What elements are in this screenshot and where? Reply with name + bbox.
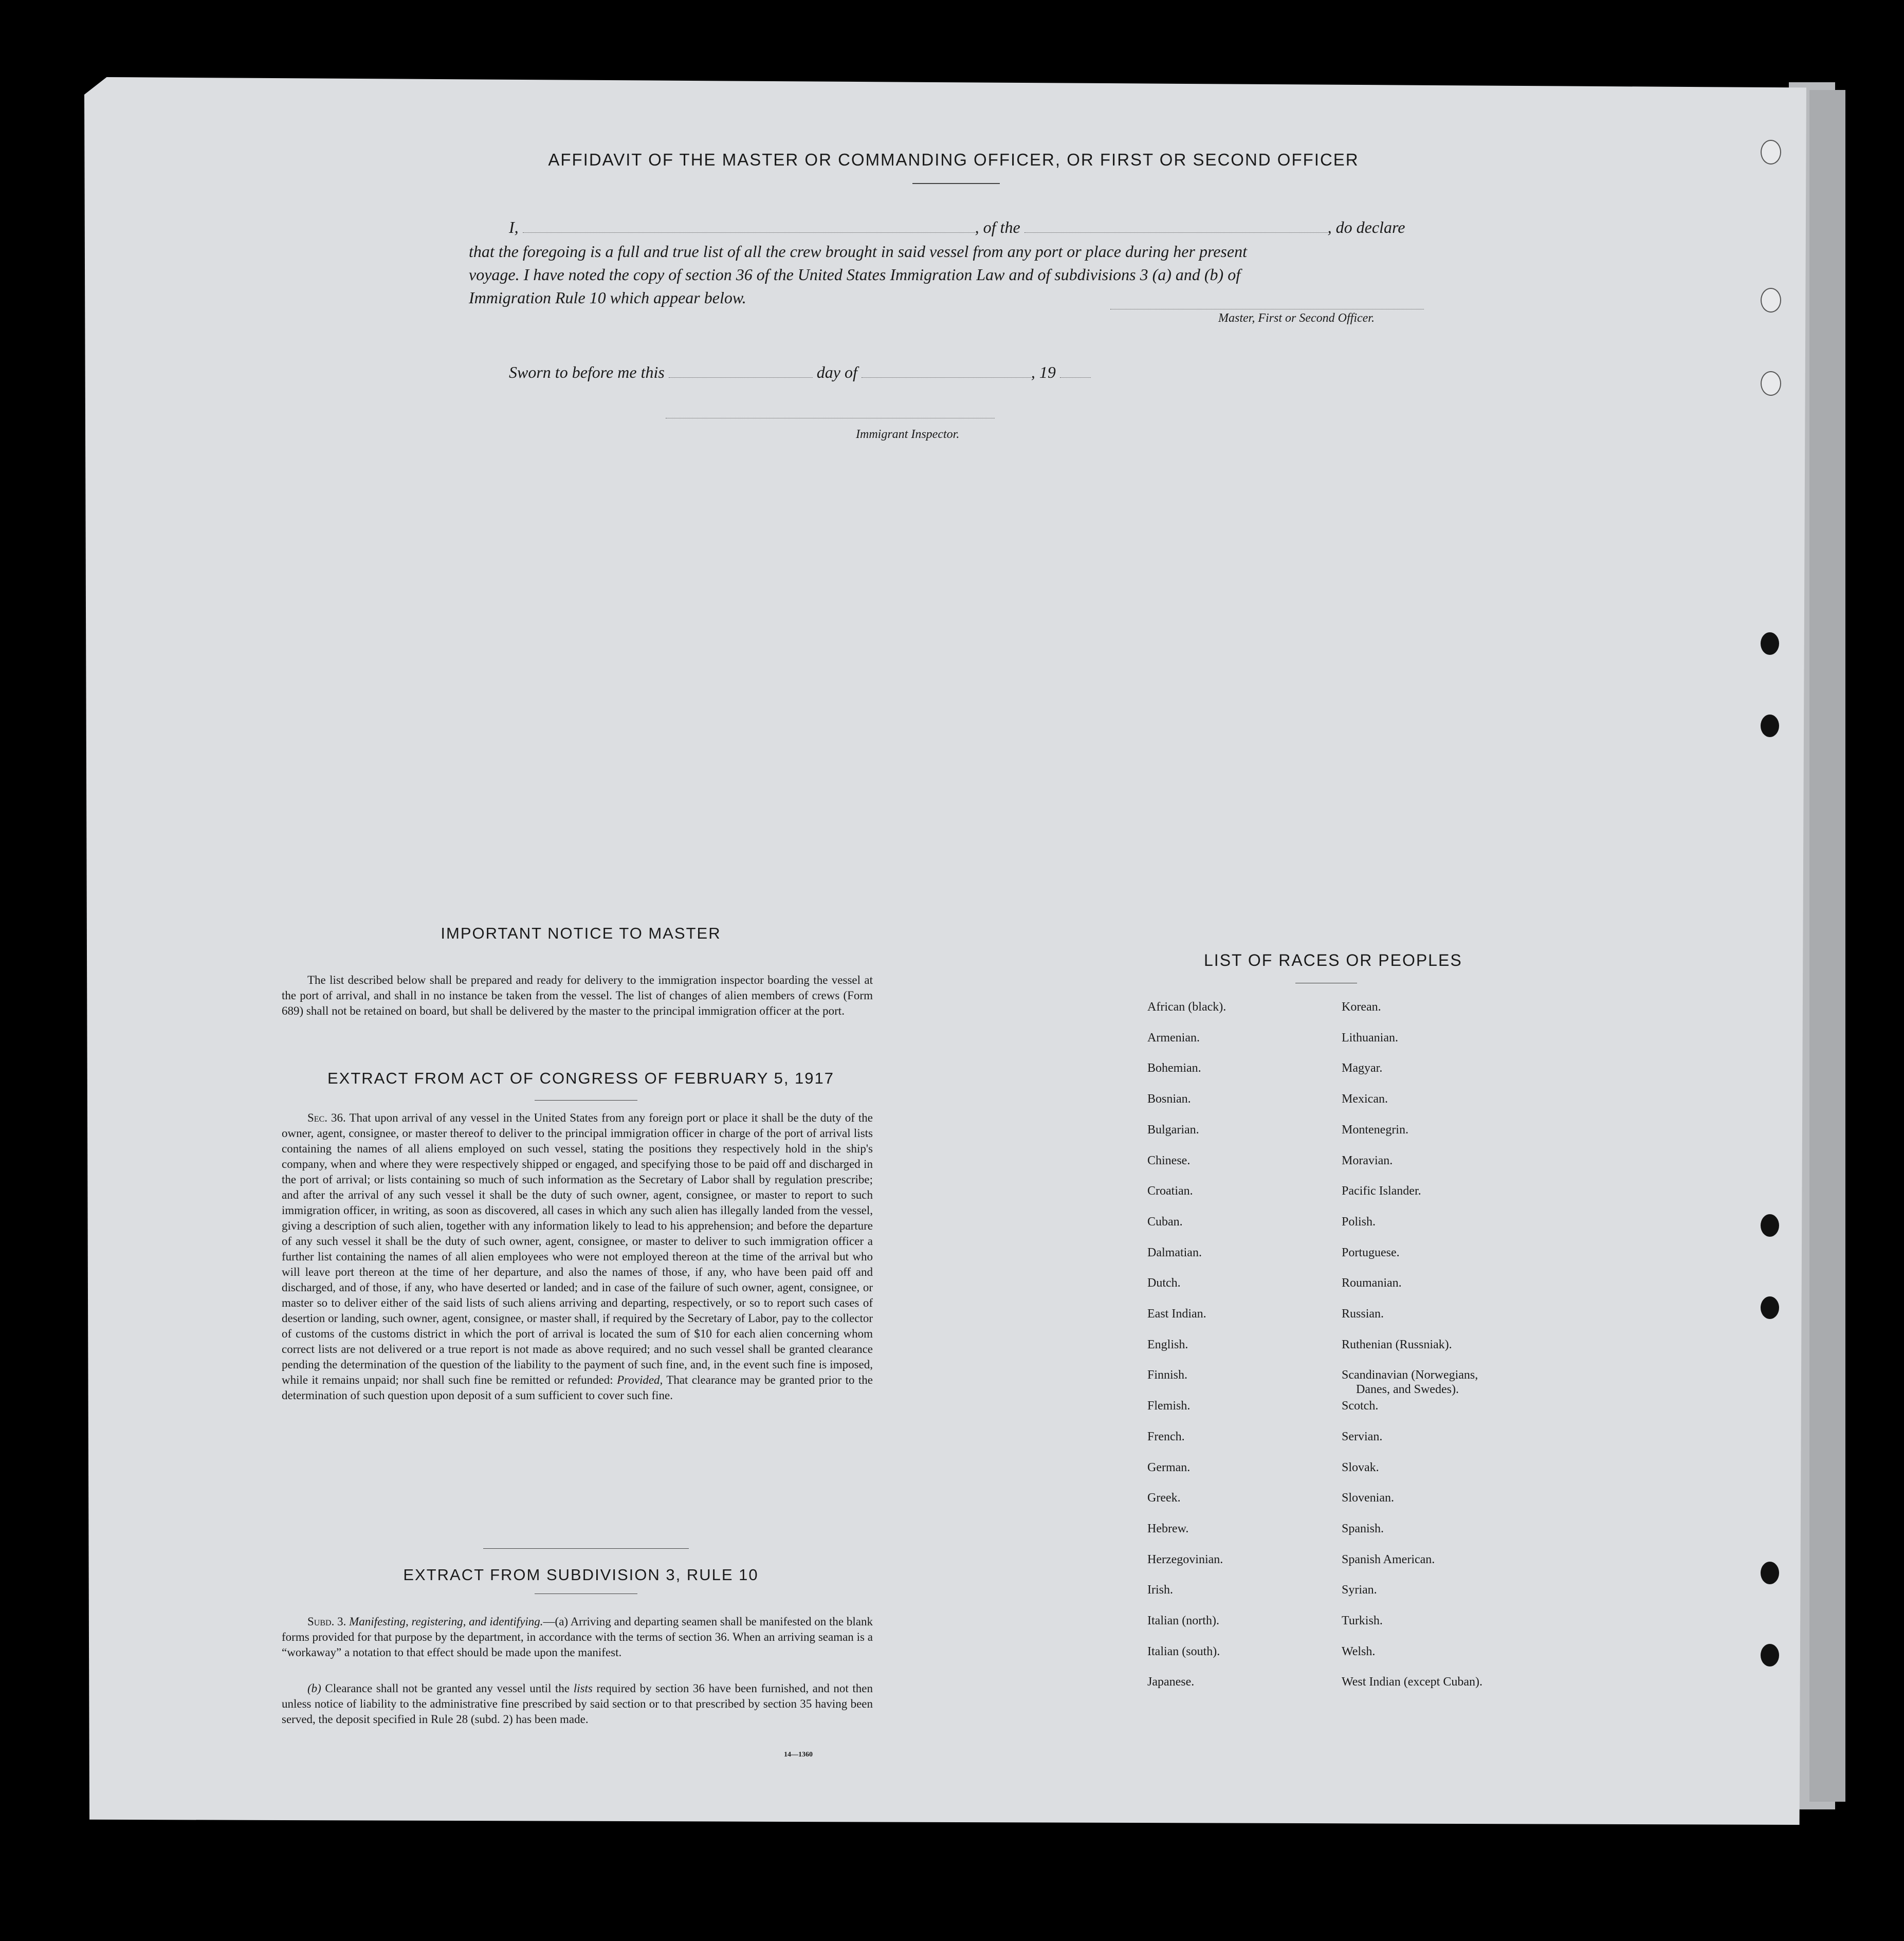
affidavit-title: AFFIDAVIT OF THE MASTER OR COMMANDING OFFICER, OR FIRST OR SECOND OFFICER [548, 150, 1359, 169]
divider [535, 1100, 637, 1101]
notice-text: The list described below shall be prepared and ready for delivery to the immigration inspector boarding the vessel at the port of arrival, and shall in no instance be taken from the vessel. The list of changes of alien members of crews (Form 689) shall not be retained on board, but shall be delivered by the master to the principal immigration officer at the port. [282, 974, 873, 1017]
declaration-line-2: that the foregoing is a full and true list of all the crew brought in said vessel from any port or place during her present [469, 242, 1247, 261]
race-item: Slovenian. [1342, 1491, 1394, 1505]
sworn-year-label: , 19 [1031, 363, 1056, 381]
race-item: Korean. [1342, 1000, 1381, 1014]
race-item: Flemish. [1147, 1399, 1191, 1413]
declaration-line-3: voyage. I have noted the copy of section 36 of the United States Immigration Law and of subdivisions 3 (a) and (b) of [469, 265, 1241, 284]
race-item: Turkish. [1342, 1614, 1383, 1627]
sworn-prefix: Sworn to before me this [509, 363, 665, 381]
race-item: Finnish. [1147, 1368, 1188, 1382]
section-label: Sec. 36. [307, 1111, 346, 1124]
binder-hole [1761, 1644, 1779, 1667]
race-item: Magyar. [1342, 1061, 1383, 1075]
race-item: Russian. [1342, 1307, 1384, 1321]
rule-body-b2: required by section 36 have been furnished, and not then unless notice of liability to the administrative fine prescribed by said section or to that prescribed by section 35 having been served, the deposit specified in Rule 28 (subd. 2) has been made. [282, 1682, 873, 1726]
declaration-line-4: Immigration Rule 10 which appear below. [469, 288, 746, 307]
inspector-signature-line[interactable] [666, 417, 995, 418]
race-item: Spanish American. [1342, 1553, 1435, 1566]
race-item: Bulgarian. [1147, 1123, 1199, 1137]
rule-body-b1: Clearance shall not be granted any vessel until the [325, 1682, 570, 1695]
race-item: African (black). [1147, 1000, 1226, 1014]
sworn-month-field[interactable] [862, 364, 1031, 378]
race-item: Roumanian. [1342, 1276, 1402, 1290]
subdivision-label: Subd. 3. [307, 1615, 346, 1628]
race-item: German. [1147, 1461, 1191, 1474]
binder-hole [1761, 1562, 1779, 1584]
sworn-day-field[interactable] [669, 364, 813, 378]
race-item: Polish. [1342, 1215, 1376, 1229]
binder-hole [1761, 140, 1781, 164]
race-item: Cuban. [1147, 1215, 1183, 1229]
divider [912, 183, 1000, 184]
sworn-year-field[interactable] [1060, 364, 1091, 378]
form-number: 14—1360 [784, 1751, 813, 1759]
binder-hole [1761, 288, 1781, 313]
race-item: Pacific Islander. [1342, 1184, 1421, 1198]
sworn-day-label: day of [816, 363, 857, 381]
master-signature-label: Master, First or Second Officer. [1218, 312, 1375, 325]
race-item: Italian (north). [1147, 1614, 1219, 1627]
race-item: Bohemian. [1147, 1061, 1201, 1075]
race-item: Armenian. [1147, 1031, 1200, 1045]
race-item: Scotch. [1342, 1399, 1379, 1413]
provided-word: Provided, [617, 1374, 663, 1386]
rule-text-a [282, 1614, 873, 1660]
race-item: French. [1147, 1430, 1185, 1443]
declaration-suffix: , do declare [1327, 218, 1405, 236]
race-item: Bosnian. [1147, 1092, 1191, 1106]
race-item-continuation: Danes, and Swedes). [1356, 1383, 1459, 1396]
declaration-prefix: I, [509, 218, 519, 236]
divider [483, 1548, 689, 1549]
act-body-end: That clearance may be granted prior to the determination of such question upon deposit of a sum sufficient to cover such fine. [282, 1374, 873, 1402]
race-item: Dutch. [1147, 1276, 1181, 1290]
race-item: Dalmatian. [1147, 1246, 1202, 1259]
race-item: Spanish. [1342, 1522, 1384, 1535]
race-item: Hebrew. [1147, 1522, 1189, 1535]
race-item: Italian (south). [1147, 1645, 1220, 1658]
races-title: LIST OF RACES OR PEOPLES [1204, 951, 1462, 969]
notice-title: IMPORTANT NOTICE TO MASTER [441, 924, 721, 942]
act-title: EXTRACT FROM ACT OF CONGRESS OF FEBRUARY 5, 1917 [327, 1069, 835, 1087]
race-item: East Indian. [1147, 1307, 1206, 1321]
race-item: Herzegovinian. [1147, 1553, 1223, 1566]
race-item: Lithuanian. [1342, 1031, 1398, 1045]
race-item: Japanese. [1147, 1675, 1195, 1689]
sworn-line [509, 361, 1177, 384]
race-item: Chinese. [1147, 1154, 1191, 1167]
race-item: Welsh. [1342, 1645, 1376, 1658]
back-sheet-2 [1809, 90, 1845, 1802]
lists-word: lists [573, 1682, 593, 1695]
race-item: Ruthenian (Russniak). [1342, 1338, 1452, 1351]
binder-hole [1761, 632, 1779, 655]
race-item: Scandinavian (Norwegians, [1342, 1368, 1478, 1382]
race-item: West Indian (except Cuban). [1342, 1675, 1482, 1689]
race-item: Montenegrin. [1342, 1123, 1408, 1137]
race-item: Moravian. [1342, 1154, 1393, 1167]
race-item: English. [1147, 1338, 1188, 1351]
act-body: That upon arrival of any vessel in the United States from any foreign port or place it shall be the duty of the owner, agent, consignee, or master thereof to deliver to the principal immigration officer in charge of the port of arrival lists containing the names of all aliens employed on such vessel, stating the positions they respectively hold in the ship's company, when and where they were respectively shipped or engaged, and specifying those to be paid off and discharged in the port of arrival; or lists containing so much of such information as the Secretary of Labor shall by regulation prescribe; and after the arrival of any such vessel it shall be the duty of such owner, agent, consignee, or master to report to such immigration officer, in writing, as soon as discovered, all cases in which any such alien has illegally landed from the vessel, giving a description of such alien, together with any information likely to lead to his apprehension; and before the departure of any such vessel it shall be the duty of such owner, agent, consignee, or master to deliver to such immigration officer a further list containing the names of all alien employees who were not employed thereon at the time of the arrival but who will leave port thereon at the time of her departure, and also the names of those, if any, who have been paid off and discharged, and of those, if any, who have deserted or landed; and in case of the failure of such owner, agent, consignee, or master so to deliver either of the said lists of such aliens arriving and departing, respectively, or so to report such cases of desertion or landing, such owner, agent, consignee, or master shall, if required by the Secretary of Labor, pay to the collector of customs of the customs district in which the port of arrival is located the sum of $10 for each alien concerning whom correct lists are not delivered or a true report is not made as above required; and no such vessel shall be granted clearance pending the determination of the question of the liability to the payment of such fine, and, in the event such fine is imposed, while it remains unpaid; nor shall such fine be remitted or refunded: [282, 1111, 873, 1386]
binder-hole [1761, 715, 1779, 737]
subdivision-heading: Manifesting, registering, and identifying. [349, 1615, 543, 1628]
race-item: Irish. [1147, 1583, 1173, 1597]
act-text [282, 1110, 873, 1403]
binder-hole [1761, 1296, 1779, 1319]
vessel-field[interactable] [1024, 219, 1328, 233]
b-label: (b) [307, 1682, 321, 1695]
race-item: Croatian. [1147, 1184, 1193, 1198]
form-paper [84, 77, 1806, 1825]
race-item: Syrian. [1342, 1583, 1377, 1597]
master-signature-line[interactable] [1110, 308, 1424, 309]
race-item: Slovak. [1342, 1461, 1379, 1474]
race-item: Mexican. [1342, 1092, 1388, 1106]
rule-title: EXTRACT FROM SUBDIVISION 3, RULE 10 [403, 1566, 759, 1584]
race-item: Portuguese. [1342, 1246, 1400, 1259]
race-item: Servian. [1342, 1430, 1383, 1443]
rule-text-b [282, 1681, 873, 1727]
binder-hole [1761, 1214, 1779, 1237]
declaration-line-1 [509, 216, 1444, 239]
declaration-mid: , of the [975, 218, 1020, 236]
race-item: Greek. [1147, 1491, 1181, 1505]
inspector-signature-label: Immigrant Inspector. [856, 428, 960, 441]
binder-hole [1761, 371, 1781, 396]
name-field[interactable] [523, 219, 975, 233]
rule-body-a: —(a) Arriving and departing seamen shall be manifested on the blank forms provided for that purpose by the department, in accordance with the terms of section 36. When an arriving seaman is a “workaway” a notation to that effect should be made upon the manifest. [282, 1615, 873, 1659]
